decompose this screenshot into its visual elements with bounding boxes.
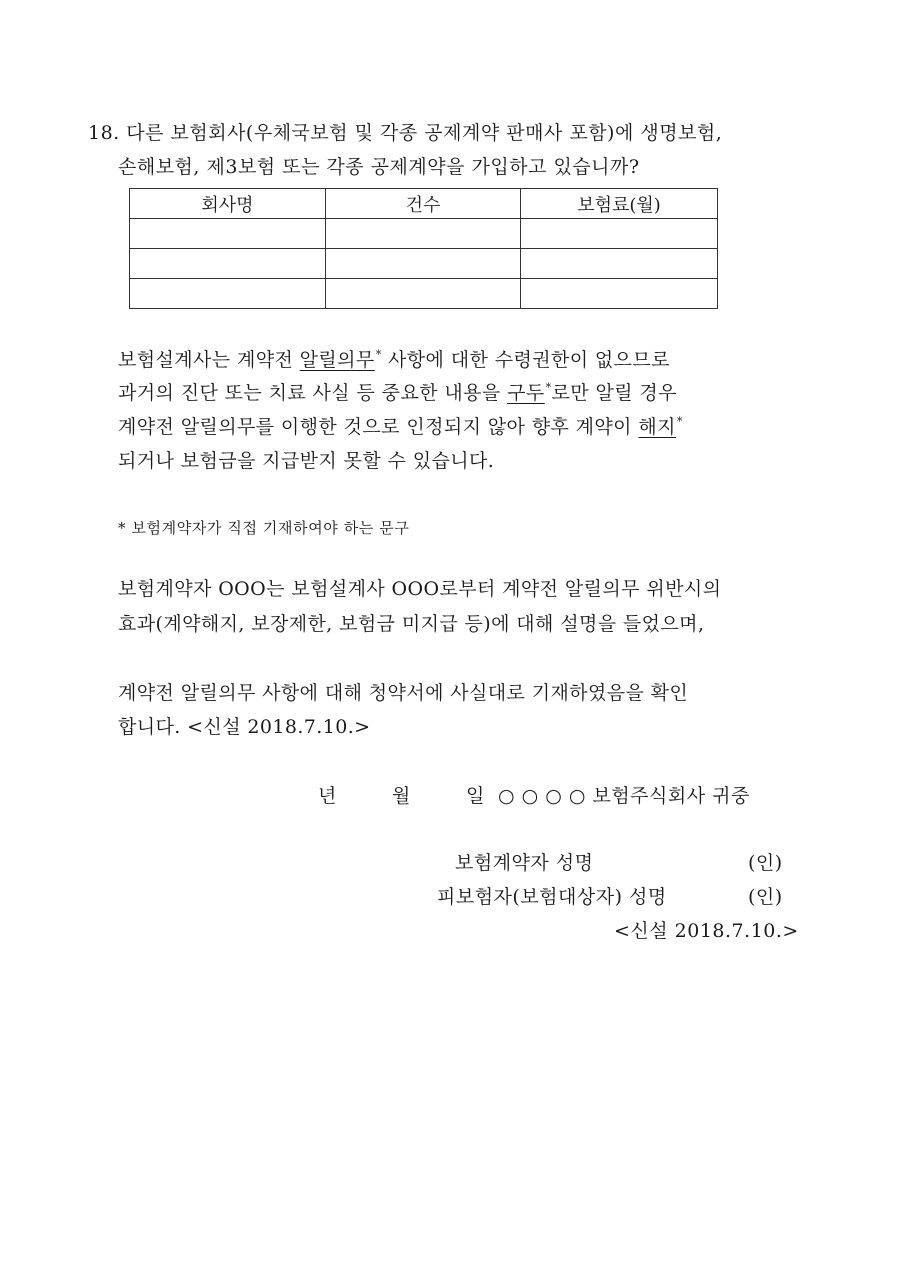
notice-text: 로만 알릴 경우 [551,382,677,404]
question-line-1 [88,118,722,145]
header-count: 건수 [326,189,521,219]
question-text-1: 다른 보험회사(우체국보험 및 각종 공제계약 판매사 포함)에 생명보험, [126,122,723,144]
notice-text: 과거의 진단 또는 치료 사실 등 중요한 내용을 [118,382,508,404]
notice-text: 사항에 대한 수령권한이 없으므로 [381,349,670,371]
date-year: 년 [318,785,337,807]
table-row [130,219,718,249]
insured-seal[interactable]: (인) [748,886,783,908]
notice-line-1 [118,345,670,372]
header-company-name: 회사명 [130,189,326,219]
notice-text: 보험설계사는 계약전 [118,349,300,371]
asterisk-mark: * [545,381,552,394]
confirm-line-4: 합니다. <신설 2018.7.10.> [118,716,371,738]
table-cell[interactable] [521,279,718,309]
disclosure-duty-term: 알릴의무 [299,349,375,371]
table-cell[interactable] [521,219,718,249]
table-cell[interactable] [326,279,521,309]
date-month: 월 [392,785,411,807]
confirm-line-2: 효과(계약해지, 보장제한, 보험금 미지급 등)에 대해 설명을 들었으며, [118,613,705,635]
policyholder-name-label: 보험계약자 성명 [455,852,594,874]
table-cell[interactable] [326,219,521,249]
table-row [130,249,718,279]
asterisk-mark: * [676,415,683,428]
question-number: 18. [88,122,120,144]
table-cell[interactable] [130,249,326,279]
header-premium: 보험료(월) [521,189,718,219]
table-header-row [130,189,718,219]
confirm-line-1: 보험계약자 OOO는 보험설계사 OOO로부터 계약전 알릴의무 위반시의 [118,578,722,600]
table-cell[interactable] [326,249,521,279]
table-cell[interactable] [130,219,326,249]
notice-line-4: 되거나 보험금을 지급받지 못할 수 있습니다. [118,450,495,472]
footnote: * 보험계약자가 직접 기재하여야 하는 문구 [118,519,410,537]
asterisk-mark: * [375,348,382,361]
notice-line-2 [118,378,677,405]
insured-name-label: 피보험자(보험대상자) 성명 [437,886,667,908]
other-insurance-table [129,188,718,309]
policyholder-seal[interactable]: (인) [748,852,783,874]
notice-line-3 [118,412,683,439]
verbal-term: 구두 [507,382,545,404]
revision-note: <신설 2018.7.10.> [614,920,799,942]
termination-term: 해지 [638,416,676,438]
table-row [130,279,718,309]
date-day: 일 [466,785,485,807]
question-line-2: 손해보험, 제3보험 또는 각종 공제계약을 가입하고 있습니까? [118,156,640,178]
table-cell[interactable] [130,279,326,309]
company-addressee: ○ ○ ○ ○ 보험주식회사 귀중 [498,785,750,807]
confirm-line-3: 계약전 알릴의무 사항에 대해 청약서에 사실대로 기재하였음을 확인 [118,682,689,704]
table-cell[interactable] [521,249,718,279]
notice-text: 계약전 알릴의무를 이행한 것으로 인정되지 않아 향후 계약이 [118,416,639,438]
